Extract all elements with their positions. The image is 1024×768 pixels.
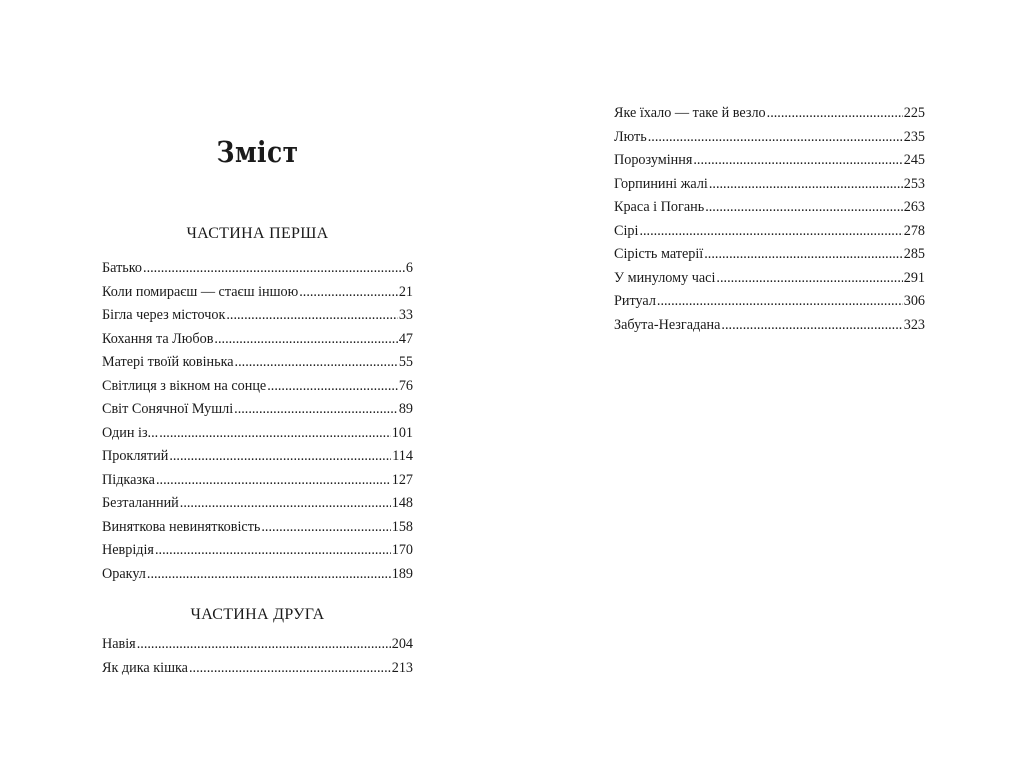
- dot-leader: [156, 470, 391, 490]
- page-title: Зміст: [216, 135, 299, 169]
- dot-leader: [267, 376, 398, 396]
- dot-leader: [169, 446, 391, 466]
- toc-entry-title: Світ Сонячної Мушлі: [102, 401, 234, 417]
- dot-leader: [137, 634, 391, 654]
- toc-entry: [614, 268, 925, 292]
- toc-entry: [102, 446, 413, 470]
- toc-entry-title: Виняткова невинятковість: [102, 518, 261, 535]
- toc-entry: [102, 634, 413, 658]
- toc-entry-page-number: 253: [903, 175, 925, 192]
- toc-entry: [614, 197, 925, 221]
- toc-entry: [102, 282, 413, 306]
- toc-entry-title: Проклятий: [102, 448, 169, 464]
- toc-entry: [614, 127, 925, 151]
- dot-leader: [261, 517, 390, 537]
- toc-entry-page-number: 278: [903, 222, 925, 239]
- dot-leader: [143, 258, 405, 278]
- dot-leader: [180, 493, 391, 513]
- toc-entry-title: Підказка: [102, 471, 155, 488]
- toc-entry: [102, 493, 413, 517]
- dot-leader: [693, 150, 902, 170]
- toc-entry-page-number: 89: [398, 401, 413, 417]
- toc-entry-title: Сірість матерії: [614, 246, 704, 262]
- toc-entry-title: Ритуал: [614, 293, 656, 309]
- toc-entry-title: Горпинині жалі: [614, 175, 708, 192]
- toc-entry-title: Лють: [614, 128, 647, 145]
- toc-entry: [614, 221, 925, 245]
- toc-entry-title: Порозуміння: [614, 152, 693, 168]
- toc-entry-title: Кохання та Любов: [102, 330, 214, 347]
- toc-entry-page-number: 21: [398, 283, 413, 300]
- dot-leader: [159, 423, 391, 443]
- toc-entry: [614, 291, 925, 315]
- toc-entry-page-number: 148: [391, 495, 413, 511]
- toc-entry-title: Навія: [102, 636, 136, 652]
- toc-entry: [102, 352, 413, 376]
- toc-entry: [614, 315, 925, 339]
- toc-entry-page-number: 291: [903, 269, 925, 286]
- dot-leader: [705, 197, 903, 217]
- toc-entry-page-number: 235: [903, 128, 925, 145]
- toc-entry-page-number: 213: [391, 659, 413, 676]
- dot-leader: [155, 540, 391, 560]
- dot-leader: [235, 352, 398, 372]
- toc-entry-page-number: 158: [391, 518, 413, 535]
- toc-entry-page-number: 245: [903, 152, 925, 168]
- toc-entry-title: Коли помираєш — стаєш іншою: [102, 283, 299, 300]
- part-two-toc-list-right: [614, 103, 925, 338]
- toc-entry-title: Сірі: [614, 222, 639, 239]
- toc-entry-page-number: 285: [903, 246, 925, 262]
- toc-entry-title: Безталанний: [102, 495, 179, 511]
- toc-entry: [614, 150, 925, 174]
- toc-entry-page-number: 47: [398, 330, 413, 347]
- dot-leader: [189, 658, 391, 678]
- dot-leader: [721, 315, 902, 335]
- toc-entry-page-number: 114: [392, 448, 413, 464]
- toc-entry-title: Батько: [102, 260, 143, 276]
- toc-entry-title: Світлиця з вікном на сонце: [102, 377, 267, 394]
- toc-entry-page-number: 189: [391, 565, 413, 582]
- toc-entry: [102, 423, 413, 447]
- toc-entry: [102, 564, 413, 588]
- toc-entry-title: Як дика кішка: [102, 659, 188, 676]
- dot-leader: [709, 174, 903, 194]
- part-two-heading: ЧАСТИНА ДРУГА: [190, 606, 325, 623]
- toc-entry-page-number: 204: [391, 636, 413, 652]
- dot-leader: [657, 291, 903, 311]
- dot-leader: [648, 127, 903, 147]
- part-two-toc-list-left: [102, 634, 413, 681]
- part-one-toc-list: [102, 258, 413, 587]
- toc-entry-page-number: 55: [398, 354, 413, 370]
- toc-entry-title: Оракул: [102, 565, 146, 582]
- toc-entry-page-number: 170: [391, 542, 413, 558]
- toc-entry-page-number: 76: [398, 377, 413, 394]
- toc-entry-page-number: 263: [903, 199, 925, 215]
- part-one-heading: ЧАСТИНА ПЕРША: [186, 225, 329, 242]
- toc-entry: [614, 103, 925, 127]
- toc-entry: [102, 540, 413, 564]
- toc-entry-title: Бігла через місточок: [102, 307, 226, 323]
- toc-entry: [614, 174, 925, 198]
- dot-leader: [767, 103, 903, 123]
- toc-entry-title: Яке їхало — таке й везло: [614, 105, 766, 121]
- dot-leader: [716, 268, 902, 288]
- toc-entry-page-number: 6: [405, 260, 413, 276]
- toc-entry-page-number: 127: [391, 471, 413, 488]
- dot-leader: [234, 399, 398, 419]
- dot-leader: [299, 282, 398, 302]
- dot-leader: [214, 329, 397, 349]
- dot-leader: [639, 221, 902, 241]
- toc-entry-title: Неврідія: [102, 542, 154, 558]
- toc-entry: [102, 399, 413, 423]
- toc-entry: [102, 658, 413, 682]
- dot-leader: [147, 564, 391, 584]
- toc-entry: [102, 376, 413, 400]
- toc-entry-page-number: 323: [903, 316, 925, 333]
- toc-entry: [102, 517, 413, 541]
- toc-entry: [102, 470, 413, 494]
- toc-entry-page-number: 33: [398, 307, 413, 323]
- toc-entry: [102, 305, 413, 329]
- toc-entry-title: Забута-Незгадана: [614, 316, 721, 333]
- toc-entry-page-number: 306: [903, 293, 925, 309]
- toc-entry: [614, 244, 925, 268]
- toc-entry: [102, 329, 413, 353]
- toc-entry-title: Матері твоїй ковінька: [102, 354, 234, 370]
- toc-entry-title: Краса і Погань: [614, 199, 705, 215]
- toc-entry-page-number: 101: [391, 424, 413, 441]
- dot-leader: [704, 244, 902, 264]
- toc-entry-title: У минулому часі: [614, 269, 716, 286]
- toc-entry-page-number: 225: [903, 105, 925, 121]
- dot-leader: [226, 305, 397, 325]
- toc-entry-title: Один із...: [102, 424, 159, 441]
- toc-entry: [102, 258, 413, 282]
